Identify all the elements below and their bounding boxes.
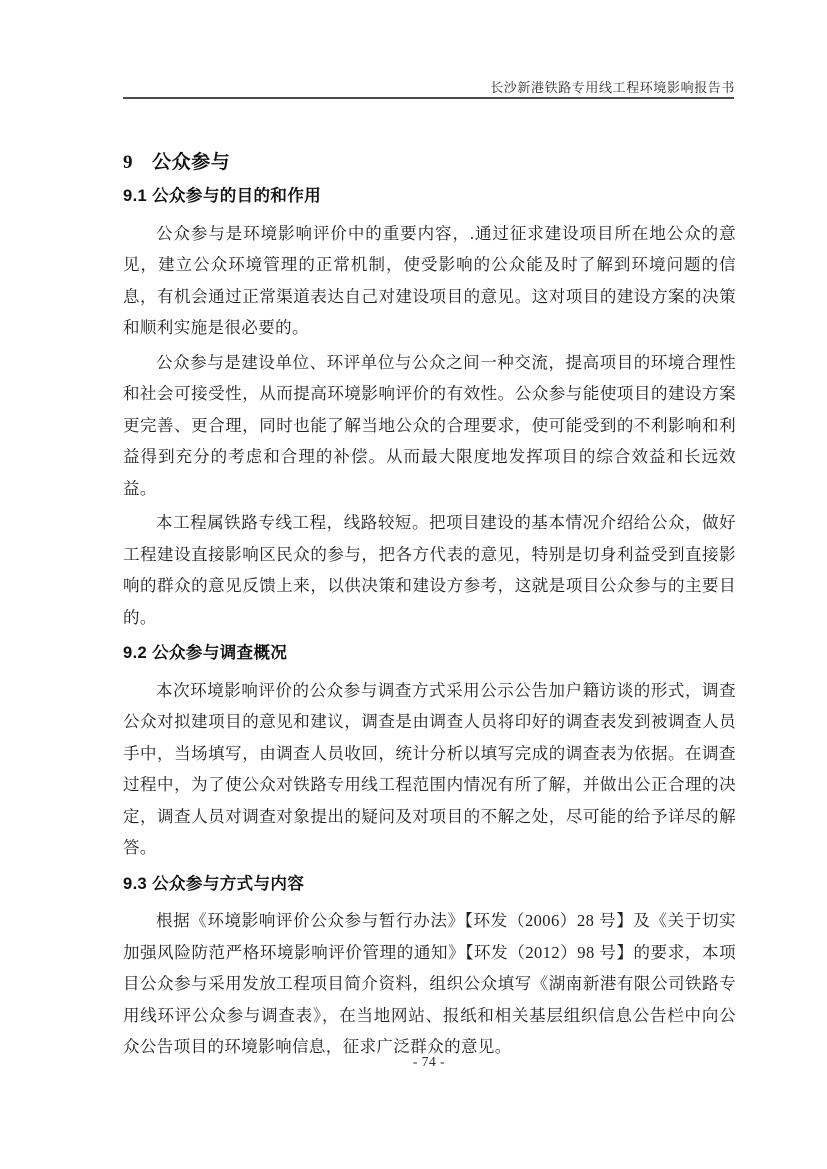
chapter-title: 公众参与 <box>152 152 231 173</box>
page-header-title: 长沙新港铁路专用线工程环境影响报告书 <box>490 80 735 95</box>
paragraph: 本工程属铁路专线工程，线路较短。把项目建设的基本情况介绍给公众，做好工程建设直接影响区民众的参与，把各方代表的意见，特别是切身利益受到直接影响的群众的意见反馈上来，以供决策和建设方参考，这就是项目公众参与的主要目的。 <box>123 513 736 627</box>
document-body <box>123 150 736 1066</box>
paragraph: 公众参与是建设单位、环评单位与公众之间一种交流，提高项目的环境合理性和社会可接受性，从而提高环境影响评价的有效性。公众参与能使项目的建设方案更完善、更合理，同时也能了解当地公众的合理要求，使可能受到的不利影响和利益得到充分的考虑和合理的补偿。从而最大限度地发挥项目的综合效益和长远效益。 <box>123 352 736 498</box>
section-heading-9-2: 9.2 公众参与调查概况 <box>123 644 288 662</box>
chapter-number: 9 <box>123 152 134 173</box>
paragraph: 本次环境影响评价的公众参与调查方式采用公示公告加户籍访谈的形式，调查公众对拟建项目的意见和建议，调查是由调查人员将印好的调查表发到被调查人员手中，当场填写，由调查人员收回，统计分析以填写完成的调查表为依据。在调查过程中，为了使公众对铁路专用线工程范围内情况有所了解，并做出公正合理的决定，调查人员对调查对象提出的疑问及对项目的不解之处，尽可能的给予详尽的解答。 <box>123 680 736 857</box>
header-divider <box>123 97 734 99</box>
page-footer <box>123 1054 735 1070</box>
section-heading-9-1: 9.1 公众参与的目的和作用 <box>123 187 322 205</box>
paragraph: 根据《环境影响评价公众参与暂行办法》【环发（2006）28 号】及《关于切实加强风险防范严格环境影响评价管理的通知》【环发（2012）98 号】的要求，本项目公众参与采用发放工程项目简介资料，组织公众填写《湖南新港有限公司铁路专用线环评公众参与调查表》，在当地网站、报纸和相关基层组织信息公告栏中向公众公告项目的环境影响信息，征求广泛群众的意见。 <box>123 911 736 1056</box>
chapter-heading <box>123 150 736 176</box>
section-heading-9-3: 9.3 公众参与方式与内容 <box>123 874 305 893</box>
paragraph: 公众参与是环境影响评价中的重要内容，.通过征求建设项目所在地公众的意见，建立公众环境管理的正常机制，使受影响的公众能及时了解到环境问题的信息，有机会通过正常渠道表达自己对建设项目的意见。这对项目的建设方案的决策和顺利实施是很必要的。 <box>123 223 736 337</box>
page-number: - 74 - <box>412 1054 446 1069</box>
